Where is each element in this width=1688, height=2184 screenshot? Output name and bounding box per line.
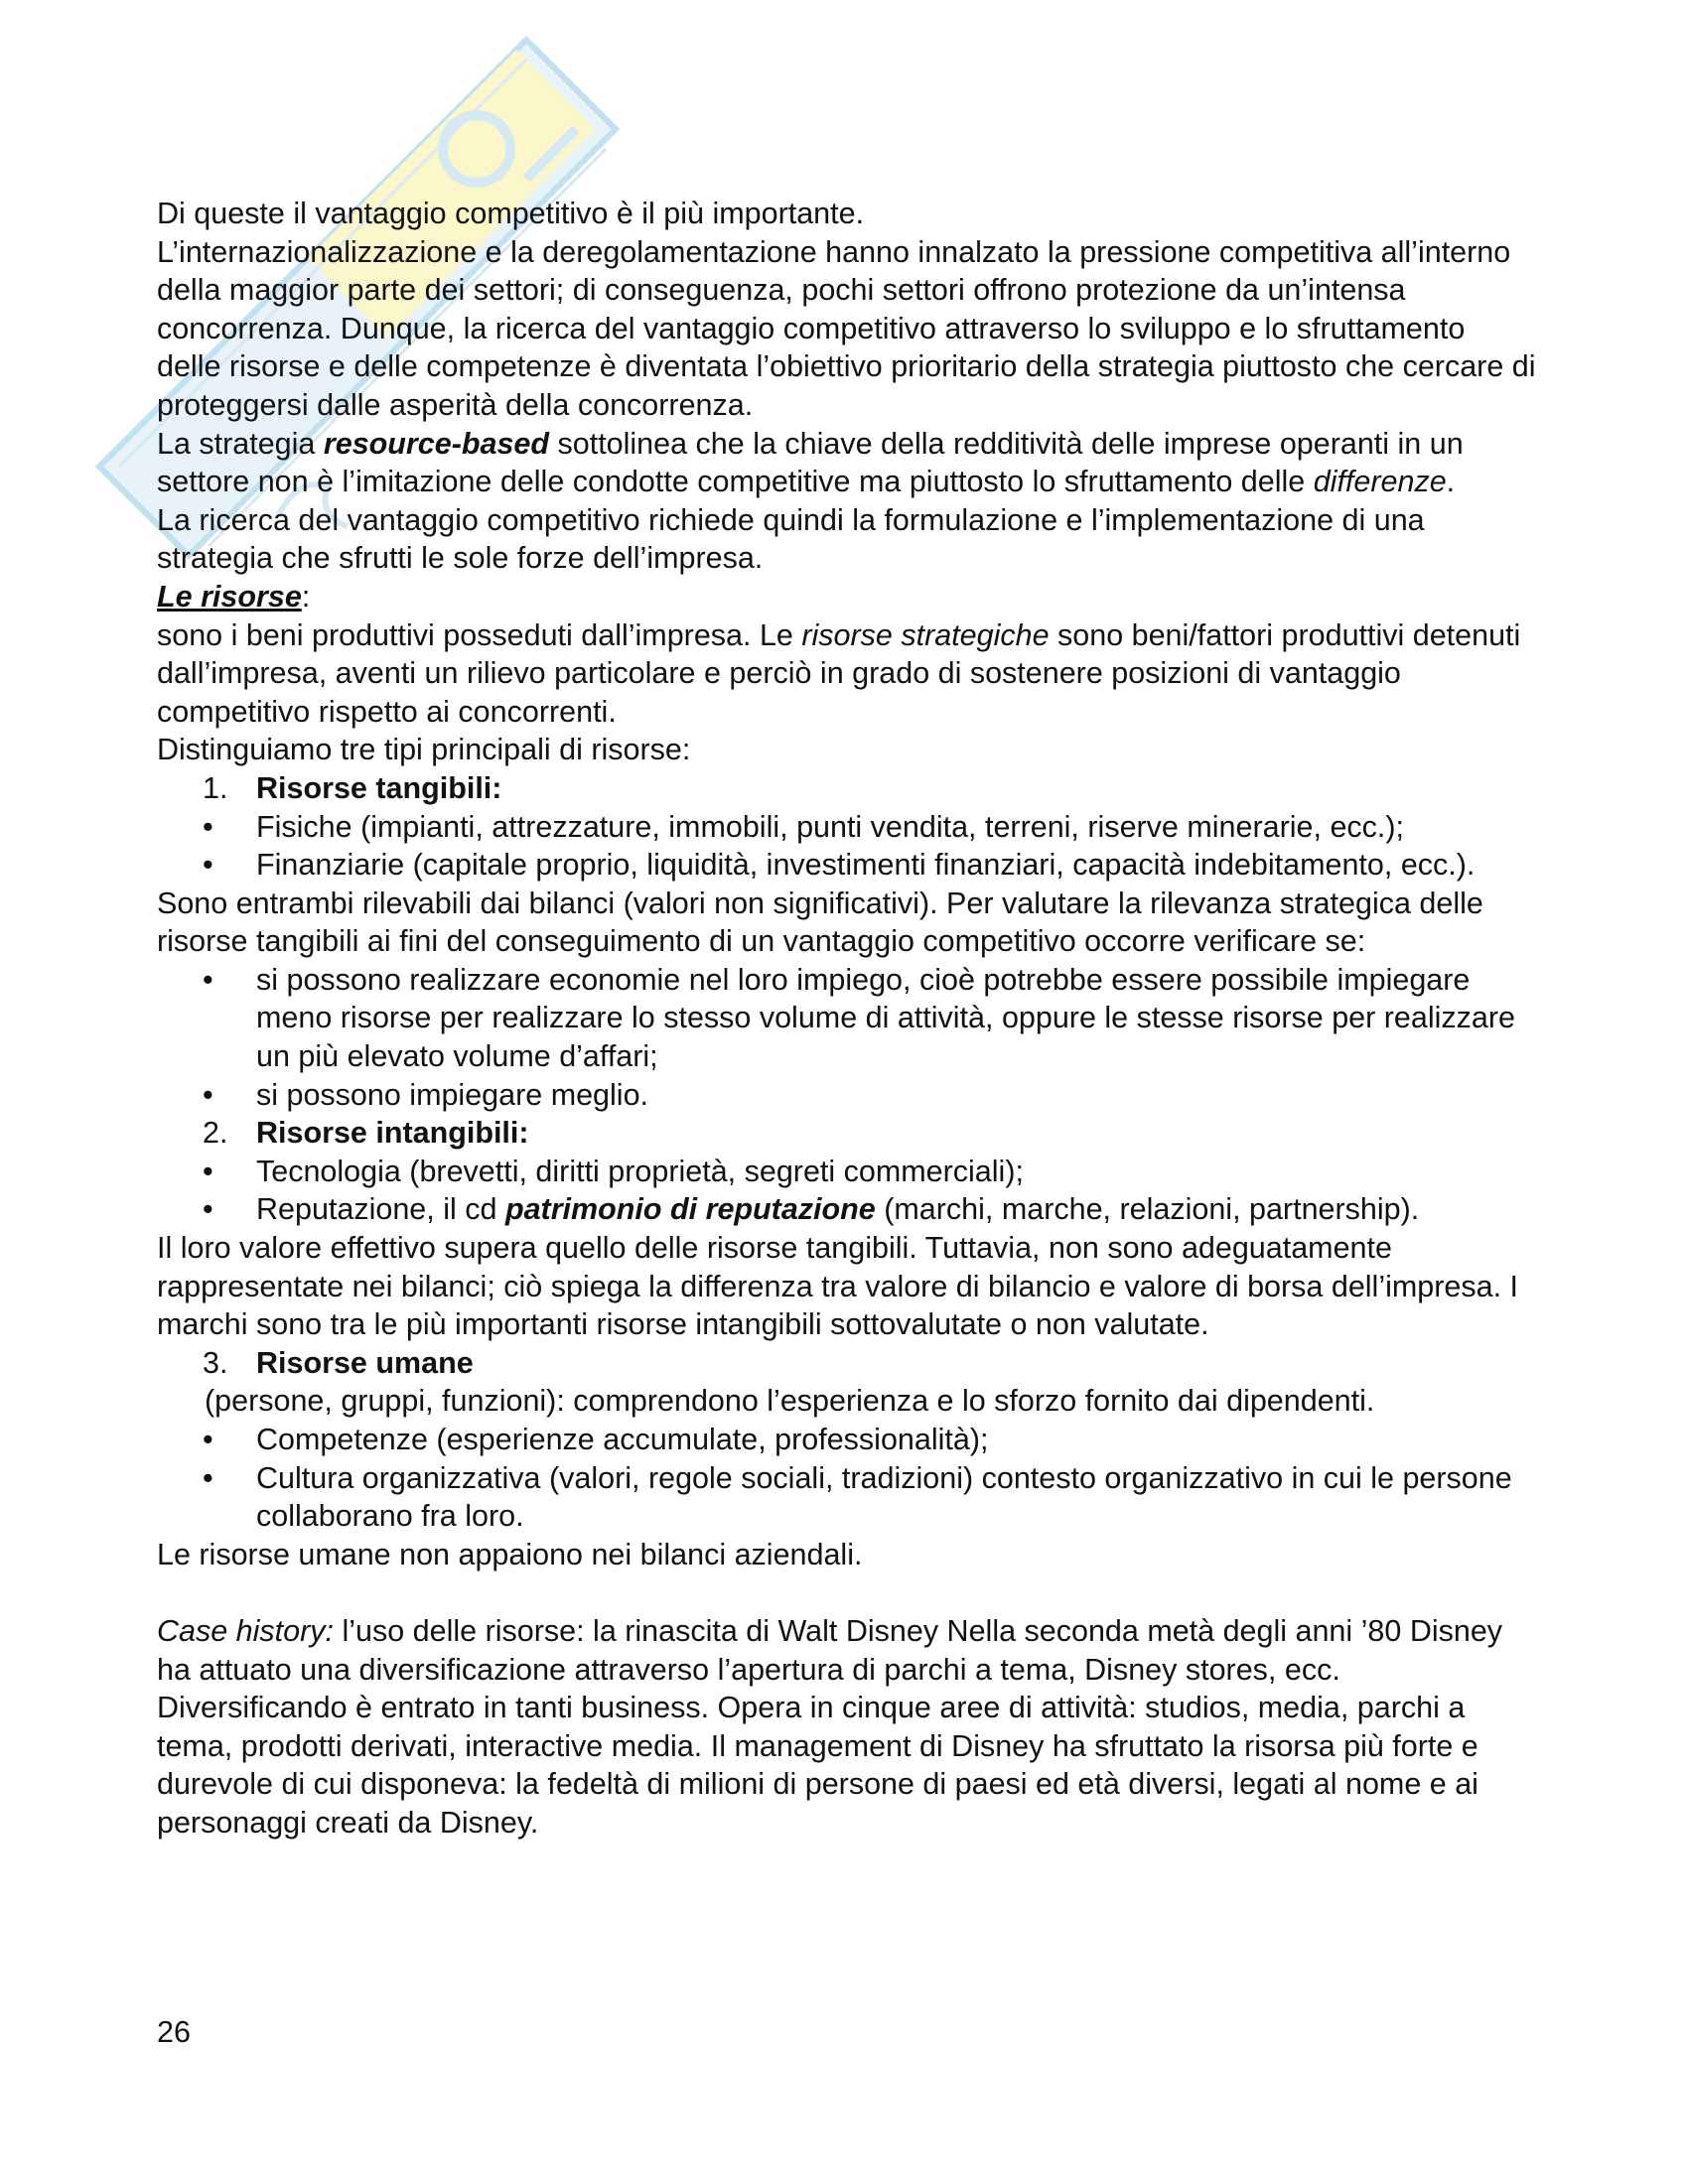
list-item: • si possono impiegare meglio. <box>203 1077 649 1112</box>
section-heading-risorse: Le risorse: <box>157 579 311 614</box>
emphasis-patrimonio: patrimonio di reputazione <box>504 1192 876 1227</box>
list-item: • Reputazione, il cd patrimonio di reputazione (marchi, marche, relazioni, partnership). <box>203 1192 1420 1227</box>
page-number: 26 <box>157 2015 191 2049</box>
paragraph: Il loro valore effettivo supera quello delle risorse tangibili. Tuttavia, non sono adeguatamente rappresentate nei bilanci; ciò spiega la differenza tra valore di bilancio e valore di borsa dell’impresa. I marchi sono tra le più importanti risorse intangibili sottovalutate o non valutate. <box>157 1231 1519 1342</box>
emphasis-resource-based: resource-based <box>323 426 550 461</box>
list-item: • Fisiche (impianti, attrezzature, immobili, punti vendita, terreni, riserve minerarie, ecc.); <box>203 809 1405 844</box>
emphasis-differenze: differenze <box>1313 465 1447 499</box>
document-body <box>157 195 1537 1843</box>
paragraph: Di queste il vantaggio competitivo è il più importante. <box>157 197 865 230</box>
list-item: • Tecnologia (brevetti, diritti proprietà, segreti commerciali); <box>203 1154 1024 1188</box>
paragraph: La strategia resource-based sottolinea che la chiave della redditività delle imprese operanti in un settore non è l’imitazione delle condotte competitive ma piuttosto lo sfruttamento delle differenze. <box>157 426 1464 499</box>
numbered-heading: 2. Risorse intangibili: <box>203 1116 529 1151</box>
case-history-label: Case history: <box>157 1613 334 1648</box>
list-item: • Cultura organizzativa (valori, regole sociali, tradizioni) contesto organizzativo in cui le persone collaborano fra loro. <box>203 1460 1512 1534</box>
emphasis-risorse-strategiche: risorse strategiche <box>801 617 1050 652</box>
paragraph: Le risorse umane non appaiono nei bilanci aziendali. <box>157 1537 863 1571</box>
paragraph: L’internazionalizzazione e la deregolamentazione hanno innalzato la pressione competitiva all’interno della maggior parte dei settori; di conseguenza, pochi settori offrono protezione da un’intensa concorrenza. Dunque, la ricerca del vantaggio competitivo attraverso lo sviluppo e lo sfruttamento delle risorse e delle competenze è diventata l’obiettivo prioritario della strategia piuttosto che cercare di proteggersi dalle asperità della concorrenza. <box>157 234 1536 422</box>
list-item: • Finanziarie (capitale proprio, liquidità, investimenti finanziari, capacità indebitamento, ecc.). <box>203 848 1476 883</box>
numbered-heading: 3. Risorse umane <box>203 1345 474 1380</box>
paragraph: Sono entrambi rilevabili dai bilanci (valori non significativi). Per valutare la rilevanza strategica delle risorse tangibili ai fini del conseguimento di un vantaggio competitivo occorre verificare se: <box>157 886 1483 959</box>
list-item: • si possono realizzare economie nel loro impiego, cioè potrebbe essere possibile impiegare meno risorse per realizzare lo stesso volume di attività, oppure le stesse risorse per realizzare un più elevato volume d’affari; <box>203 962 1515 1074</box>
paragraph: sono i beni produttivi posseduti dall’impresa. Le risorse strategiche sono beni/fattori produttivi detenuti dall’impresa, aventi un rilievo particolare e perciò in grado di sostenere posizioni di vantaggio competitivo rispetto ai concorrenti. <box>157 617 1521 729</box>
list-item: • Competenze (esperienze accumulate, professionalità); <box>203 1423 989 1456</box>
numbered-heading: 1. Risorse tangibili: <box>203 770 502 805</box>
case-history: Case history: l’uso delle risorse: la rinascita di Walt Disney Nella seconda metà degli anni ’80 Disney ha attuato una diversificazione attraverso l’apertura di parchi a tema, Disney stores, ecc. Diversificando è entrato in tanti business. Opera in cinque aree di attività: studios, media, parchi a tema, prodotti derivati, interactive media. Il management di Disney ha sfruttato la risorsa più forte e durevole di cui disponeva: la fedeltà di milioni di persone di paesi ed età diversi, legati al nome e ai personaggi creati da Disney. <box>157 1613 1503 1840</box>
paragraph: La ricerca del vantaggio competitivo richiede quindi la formulazione e l’implementazione di una strategia che sfrutti le sole forze dell’impresa. <box>157 502 1425 576</box>
paragraph: Distinguiamo tre tipi principali di risorse: <box>157 733 691 767</box>
paragraph: (persone, gruppi, funzioni): comprendono l’esperienza e lo sforzo fornito dai dipendenti. <box>205 1384 1375 1419</box>
